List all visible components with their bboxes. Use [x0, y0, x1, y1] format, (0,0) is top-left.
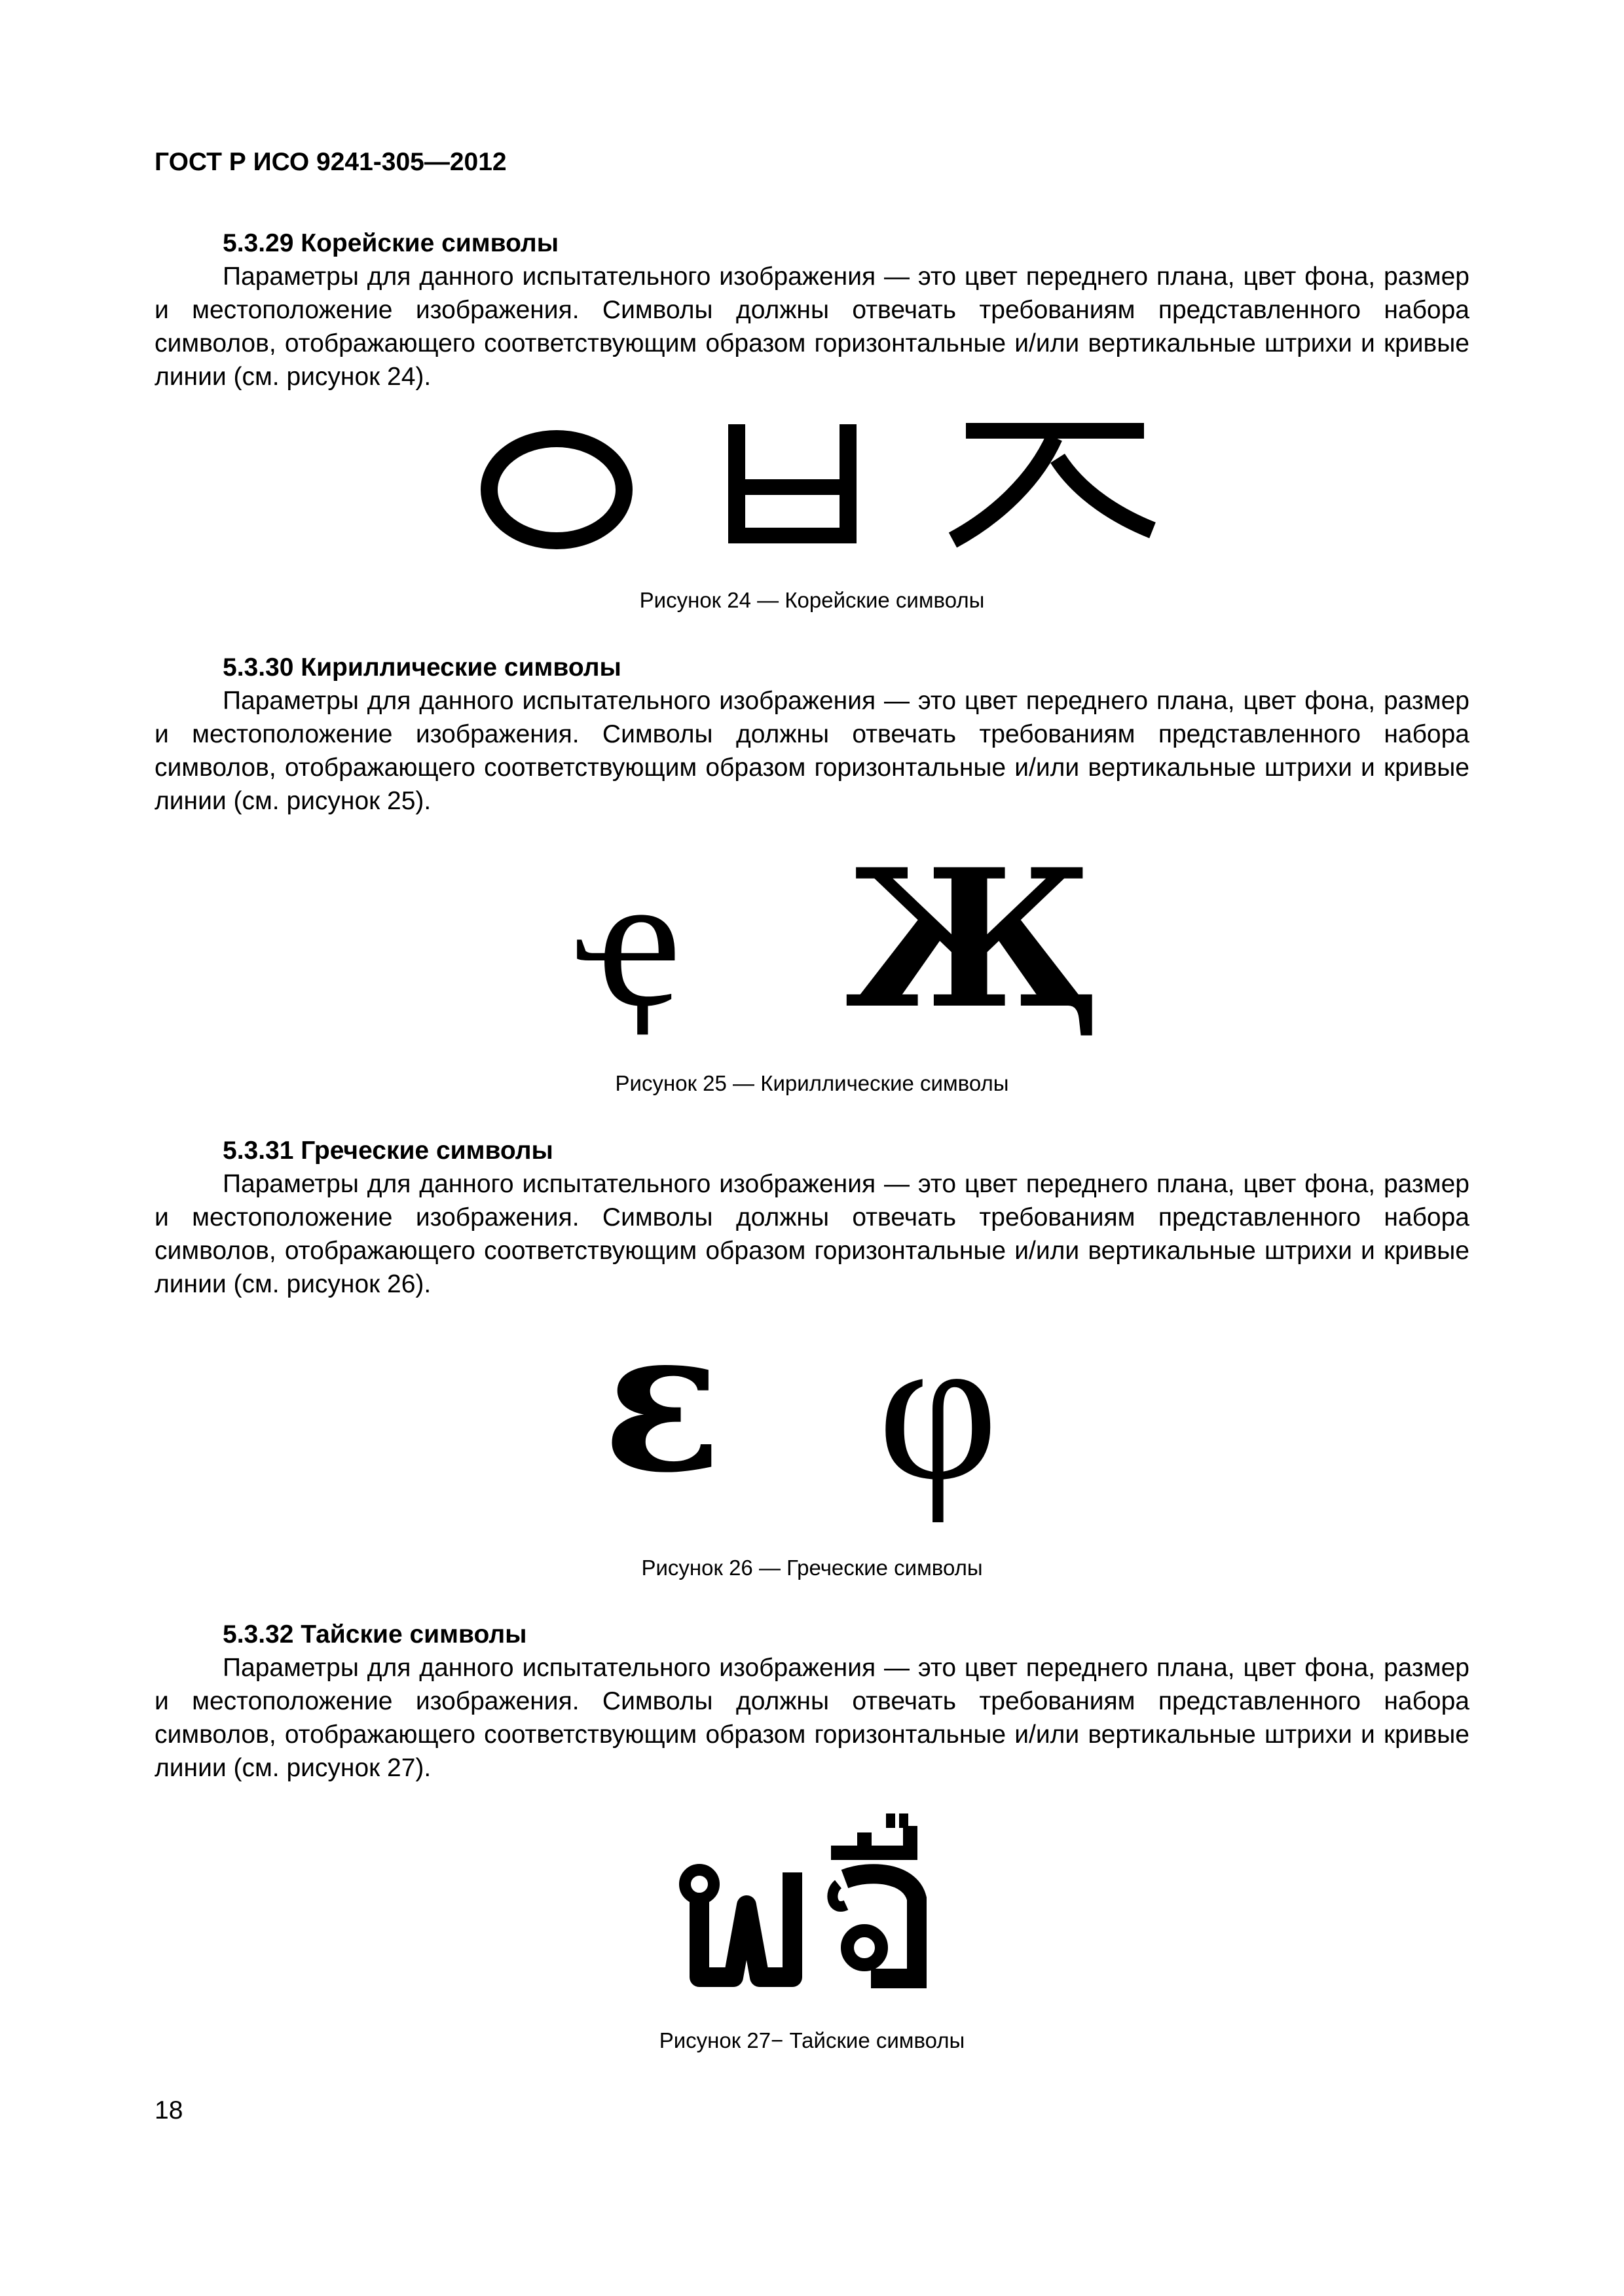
korean-glyph-ieung — [471, 419, 624, 541]
section-title-5-3-31: 5.3.31 Греческие символы — [223, 1137, 553, 1165]
section-text-5-3-32: Параметры для данного испытательного изображения — это цвет переднего плана, цвет фона, размер и местоположение изображения. Символы должны отвечать требованиям представленного набора символов, отображающего соответствующим образом горизонтальные и/или вертикальные штрихи и кривые линии (см. рисунок 27). — [155, 1654, 1477, 1782]
document-header: ГОСТ Р ИСО 9241-305—2012 — [155, 148, 507, 176]
figure-27 — [674, 1807, 956, 1997]
section-text-5-3-31: Параметры для данного испытательного изображения — это цвет переднего плана, цвет фона, размер и местоположение изображения. Символы должны отвечать требованиям представленного набора символов, отображающего соответствующим образом горизонтальные и/или вертикальные штрихи и кривые линии (см. рисунок 26). — [155, 1170, 1477, 1298]
section-text-5-3-29: Параметры для данного испытательного изображения — это цвет переднего плана, цвет фона, размер и местоположение изображения. Символы должны отвечать требованиям представленного набора символов, отображающего соответствующим образом горизонтальные и/или вертикальные штрихи и кривые линии (см. рисунок 24). — [155, 263, 1477, 391]
figure-26-caption: Рисунок 26 — Греческие символы — [641, 1556, 983, 1580]
korean-glyphs — [471, 419, 1166, 550]
figure-24-caption: Рисунок 24 — Корейские символы — [639, 588, 985, 612]
greek-glyph-phi: φ — [877, 1292, 999, 1523]
figure-24 — [471, 419, 1166, 550]
thai-glyph-pho-phan — [674, 1807, 792, 1977]
figure-27-caption: Рисунок 27− Тайские символы — [659, 2028, 965, 2052]
cyrillic-glyph-abkhazian-che: ҿ — [576, 829, 680, 1049]
section-title-5-3-32: 5.3.32 Тайские символы — [223, 1620, 527, 1649]
cyrillic-glyph-zhe-descender: Җ — [845, 828, 1094, 1051]
section-title-5-3-30: 5.3.30 Кириллические символы — [223, 653, 621, 682]
section-text-5-3-30: Параметры для данного испытательного изображения — это цвет переднего плана, цвет фона, размер и местоположение изображения. Символы должны отвечать требованиям представленного набора символов, отображающего соответствующим образом горизонтальные и/или вертикальные штрихи и кривые линии (см. рисунок 25). — [155, 687, 1477, 815]
section-title-5-3-29: 5.3.29 Корейские символы — [223, 229, 559, 257]
thai-glyphs — [674, 1807, 956, 1997]
greek-glyph-epsilon: ε — [602, 1285, 722, 1516]
figure-25-caption: Рисунок 25 — Кириллические символы — [615, 1071, 1009, 1095]
page-number: 18 — [155, 2096, 183, 2124]
